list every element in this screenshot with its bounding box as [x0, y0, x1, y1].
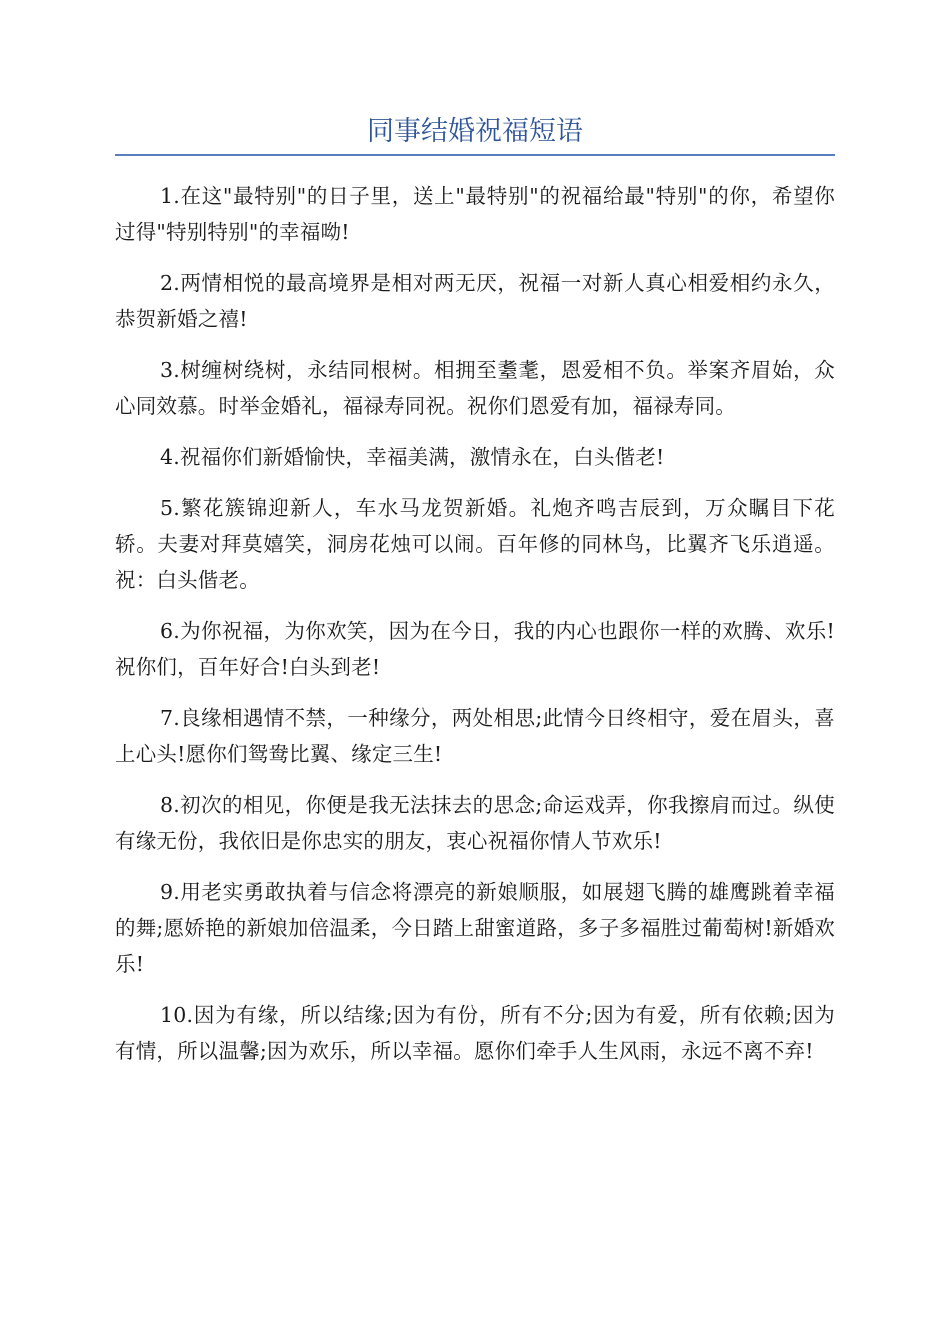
- paragraph-3: 3.树缠树绕树，永结同根树。相拥至耋耄，恩爱相不负。举案齐眉始，众心同效慕。时举金婚礼，福禄寿同祝。祝你们恩爱有加，福禄寿同。: [115, 358, 835, 418]
- document-body: [115, 178, 835, 1084]
- paragraph-4: 4.祝福你们新婚愉快，幸福美满，激情永在，白头偕老!: [160, 445, 665, 469]
- paragraph-1: 1.在这"最特别"的日子里，送上"最特别"的祝福给最"特别"的你，希望你过得"特别特别"的幸福呦!: [115, 184, 835, 244]
- title-underline: [115, 154, 835, 156]
- page-title: 同事结婚祝福短语: [367, 116, 583, 147]
- paragraph-2: 2.两情相悦的最高境界是相对两无厌，祝福一对新人真心相爱相约永久，恭贺新婚之禧!: [115, 271, 835, 331]
- paragraph-9: 9.用老实勇敢执着与信念将漂亮的新娘顺服，如展翅飞腾的雄鹰跳着幸福的舞;愿娇艳的新娘加倍温柔，今日踏上甜蜜道路，多子多福胜过葡萄树!新婚欢乐!: [115, 880, 835, 976]
- paragraph-7: 7.良缘相遇情不禁，一种缘分，两处相思;此情今日终相守，爱在眉头，喜上心头!愿你们鸳鸯比翼、缘定三生!: [115, 706, 835, 766]
- paragraph-6: 6.为你祝福，为你欢笑，因为在今日，我的内心也跟你一样的欢腾、欢乐!祝你们，百年好合!白头到老!: [115, 619, 835, 679]
- paragraph-10: 10.因为有缘，所以结缘;因为有份，所有不分;因为有爱，所有依赖;因为有情，所以温馨;因为欢乐，所以幸福。愿你们牵手人生风雨，永远不离不弃!: [115, 1003, 835, 1063]
- paragraph-8: 8.初次的相见，你便是我无法抹去的思念;命运戏弄，你我擦肩而过。纵使有缘无份，我依旧是你忠实的朋友，衷心祝福你情人节欢乐!: [115, 793, 835, 853]
- paragraph-5: 5.繁花簇锦迎新人，车水马龙贺新婚。礼炮齐鸣吉辰到，万众瞩目下花轿。夫妻对拜莫嬉笑，洞房花烛可以闹。百年修的同林鸟，比翼齐飞乐逍遥。祝：白头偕老。: [115, 496, 835, 592]
